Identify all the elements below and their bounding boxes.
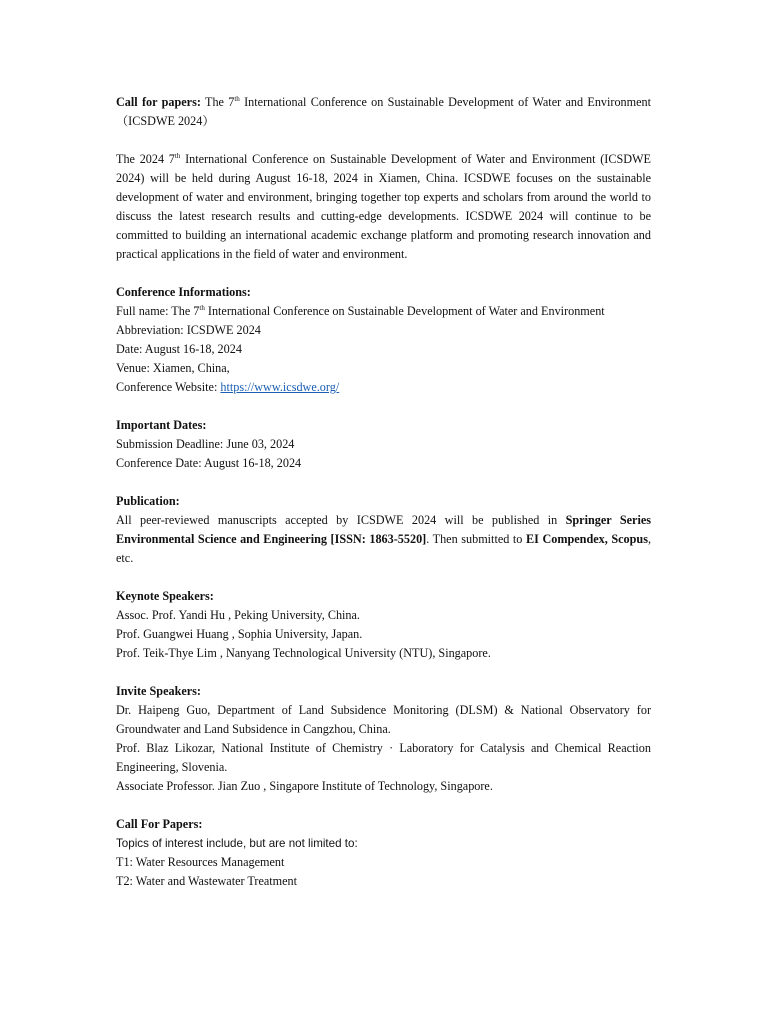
website-link[interactable]: https://www.icsdwe.org/ (220, 380, 340, 394)
document-page (116, 93, 651, 891)
keynote-speaker: Assoc. Prof. Yandi Hu , Peking University, China. (116, 608, 360, 622)
important-dates-heading: Important Dates: (116, 418, 207, 432)
intro-paragraph (116, 150, 651, 264)
conference-info-heading: Conference Informations: (116, 285, 251, 299)
invite-speaker: Associate Professor. Jian Zuo , Singapore Institute of Technology, Singapore. (116, 779, 493, 793)
publication-paragraph: All peer-reviewed manuscripts accepted by ICSDWE 2024 will be published in Springer Series Environmental Science and Engineering [ISSN: 1863-5520]. Then submitted to EI Compendex, Scopus, etc. (116, 513, 651, 565)
invite-speaker: Prof. Blaz Likozar, National Institute of Chemistry · Laboratory for Catalysis and Chemical Reaction Engineering, Slovenia. (116, 741, 651, 774)
conference-abbreviation: Abbreviation: ICSDWE 2024 (116, 323, 261, 337)
keynote-heading: Keynote Speakers: (116, 589, 214, 603)
publication-indexing: EI Compendex, Scopus (525, 532, 648, 546)
title-superscript: th (234, 94, 240, 103)
website-label: Conference Website: (116, 380, 221, 394)
conference-website (116, 378, 651, 397)
topic-item: T1: Water Resources Management (116, 855, 285, 869)
conference-date-item: Conference Date: August 16-18, 2024 (116, 456, 302, 470)
conference-fullname: Full name: The 7th International Conference on Sustainable Development of Water and Environment (116, 303, 605, 318)
conference-venue: Venue: Xiamen, China, (116, 361, 230, 375)
topic-item: T2: Water and Wastewater Treatment (116, 874, 298, 888)
title-text-rest: International Conference on Sustainable Development of Water and Environment（ICSDWE 2024） (116, 95, 652, 128)
intro-text-rest: International Conference on Sustainable Development of Water and Environment (ICSDWE 2024) will be held during August 16-18, 2024 in Xiamen, China. ICSDWE focuses on the sustainable development of water and environment, bringing together top experts and scholars from around the world to discuss the latest research results and cutting-edge developments. ICSDWE 2024 will continue to be committed to building an international academic exchange platform and promoting research innovation and practical applications in the field of water and environment. (116, 152, 651, 261)
invite-heading: Invite Speakers: (116, 684, 201, 698)
call-intro: Topics of interest include, but are not limited to: (116, 837, 358, 850)
conference-date: Date: August 16-18, 2024 (116, 342, 242, 356)
publication-series: Springer Series Environmental Science and Engineering [ISSN: 1863-5520] (116, 513, 651, 546)
title-text: The 7 (200, 95, 235, 109)
intro-superscript: th (174, 151, 181, 160)
document-title (116, 93, 651, 131)
keynote-speaker: Prof. Guangwei Huang , Sophia University, Japan. (116, 627, 363, 641)
submission-deadline: Submission Deadline: June 03, 2024 (116, 437, 295, 451)
call-heading: Call For Papers: (116, 817, 203, 831)
title-label: Call for papers: (116, 95, 201, 109)
invite-speaker: Dr. Haipeng Guo, Department of Land Subsidence Monitoring (DLSM) & National Observatory for Groundwater and Land Subsidence in Cangzhou, China. (116, 703, 651, 736)
keynote-speaker: Prof. Teik-Thye Lim , Nanyang Technological University (NTU), Singapore. (116, 646, 491, 660)
intro-text: The 2024 7 (116, 152, 175, 166)
publication-heading: Publication: (116, 494, 180, 508)
